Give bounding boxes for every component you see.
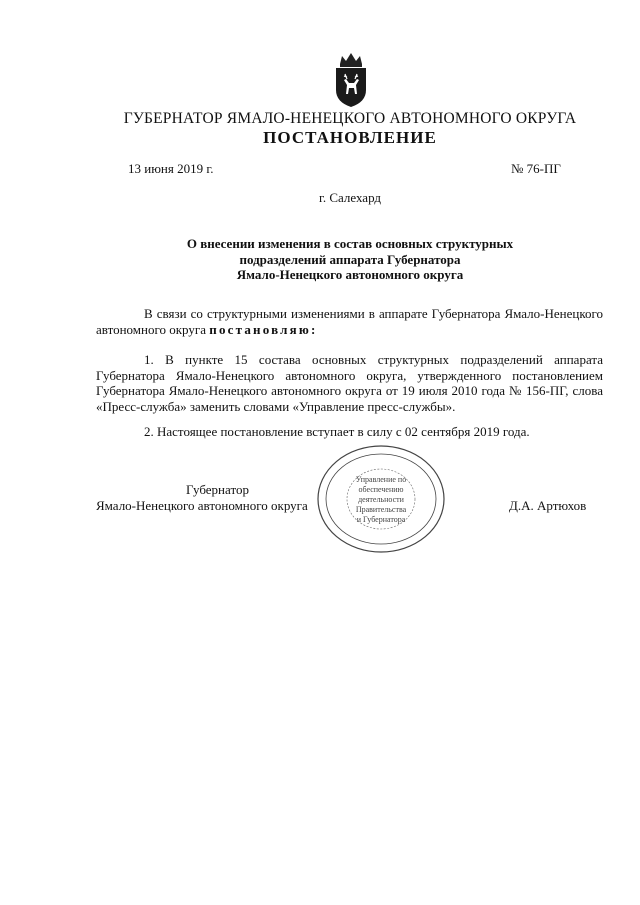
subject-line-1: О внесении изменения в состав основных структурных bbox=[186, 236, 514, 251]
subject-line-3: Ямало-Ненецкого автономного округа bbox=[236, 267, 464, 282]
item-1-paragraph: 1. В пункте 15 состава основных структурных подразделений аппарата Губернатора Ямало-Ненецкого автономного округа, утвержденного постановлением Губернатора Ямало-Ненецкого автономного округа от 19 июля 2010 года № 156-ПГ, слова «Пресс-служба» заменить словами «Управление пресс-службы». bbox=[96, 352, 603, 414]
stamp-line-1: Управление по bbox=[355, 475, 407, 484]
document-date: 13 июня 2019 г. bbox=[128, 161, 214, 176]
official-stamp bbox=[315, 443, 447, 555]
issuing-authority: ГУБЕРНАТОР ЯМАЛО-НЕНЕЦКОГО АВТОНОМНОГО ОКРУГА bbox=[123, 110, 577, 127]
subject-line-2: подразделений аппарата Губернатора bbox=[239, 251, 461, 267]
stamp-line-2: обеспечению bbox=[358, 485, 404, 494]
document-number: № 76-ПГ bbox=[511, 161, 561, 176]
signatory-title: Губернатор bbox=[186, 482, 249, 497]
preamble-paragraph bbox=[96, 306, 603, 337]
document-type-title: ПОСТАНОВЛЕНИЕ bbox=[263, 128, 437, 147]
stamp-line-4: Правительства bbox=[355, 505, 407, 514]
document-subject bbox=[150, 236, 550, 283]
decree-word: постановляю: bbox=[209, 321, 318, 337]
document-place: г. Салехард bbox=[318, 190, 382, 205]
coat-of-arms-emblem-icon bbox=[330, 50, 372, 110]
stamp-line-5: и Губернатора bbox=[356, 515, 406, 524]
signatory-name: Д.А. Артюхов bbox=[509, 498, 587, 513]
item-2-paragraph: 2. Настоящее постановление вступает в силу с 02 сентября 2019 года. bbox=[144, 424, 530, 439]
preamble-text: В связи со структурными изменениями в аппарате Губернатора Ямало-Ненецкого автономного округа bbox=[96, 306, 603, 337]
signatory-organization: Ямало-Ненецкого автономного округа bbox=[96, 498, 308, 513]
stamp-line-3: деятельности bbox=[358, 495, 404, 504]
